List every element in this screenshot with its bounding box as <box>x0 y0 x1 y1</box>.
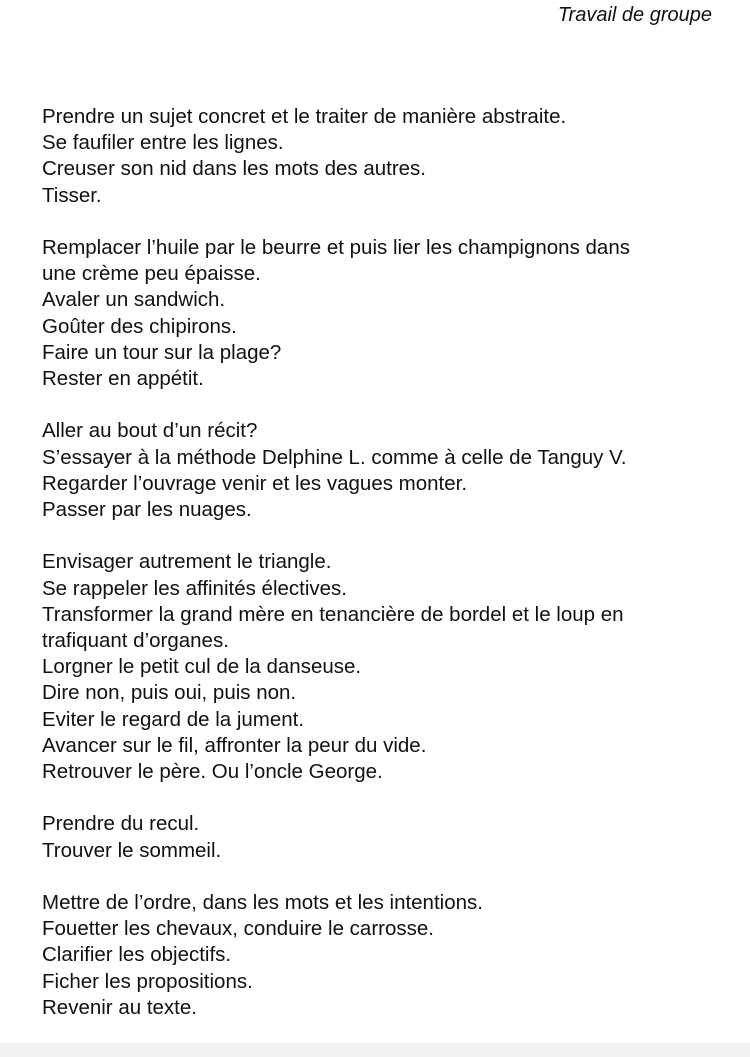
text-line: Prendre un sujet concret et le traiter de manière abstraite. <box>42 105 567 128</box>
text-line: Creuser son nid dans les mots des autres. <box>42 157 426 181</box>
text-line: Ficher les propositions. <box>42 969 253 993</box>
stanza <box>42 811 732 863</box>
text-line: Aller au bout d’un récit? <box>42 419 258 443</box>
text-line: S’essayer à la méthode Delphine L. comme à celle de Tanguy V. <box>42 445 627 469</box>
stanza <box>42 418 732 523</box>
text-line: Transformer la grand mère en tenancière de bordel et le loup en <box>42 602 624 626</box>
stanza <box>42 549 732 785</box>
text-line: Passer par les nuages. <box>42 498 252 522</box>
text-line: Regarder l’ouvrage venir et les vagues monter. <box>42 471 468 495</box>
text-line: Goûter des chipirons. <box>42 314 237 338</box>
text-line: Eviter le regard de la jument. <box>42 707 305 731</box>
stanza <box>42 890 732 1021</box>
text-line: Prendre du recul. <box>42 812 200 836</box>
text-line: Envisager autrement le triangle. <box>42 550 332 574</box>
text-line: Avaler un sandwich. <box>42 288 226 312</box>
stanza <box>42 235 732 392</box>
text-line: Clarifier les objectifs. <box>42 943 232 967</box>
text-line: Revenir au texte. <box>42 995 197 1019</box>
stanza <box>42 104 732 209</box>
text-line: une crème peu épaisse. <box>42 262 261 286</box>
text-line: Retrouver le père. Ou l’oncle George. <box>42 760 383 784</box>
page-bottom-edge <box>0 1043 750 1057</box>
text-line: Remplacer l’huile par le beurre et puis lier les champignons dans <box>42 236 630 259</box>
text-line: Lorgner le petit cul de la danseuse. <box>42 655 362 679</box>
document-body <box>42 104 732 1047</box>
text-line: Dire non, puis oui, puis non. <box>42 681 297 705</box>
text-line: Avancer sur le fil, affronter la peur du vide. <box>42 733 427 757</box>
text-line: Tisser. <box>42 183 102 207</box>
text-line: Mettre de l’ordre, dans les mots et les intentions. <box>42 891 483 915</box>
page-header-title: Travail de groupe <box>557 4 712 26</box>
text-line: Trouver le sommeil. <box>42 838 222 862</box>
text-line: Se faufiler entre les lignes. <box>42 131 284 155</box>
text-line: Fouetter les chevaux, conduire le carrosse. <box>42 917 434 941</box>
text-line: trafiquant d’organes. <box>42 629 229 653</box>
text-line: Se rappeler les affinités électives. <box>42 576 348 600</box>
text-line: Faire un tour sur la plage? <box>42 340 282 364</box>
text-line: Rester en appétit. <box>42 367 204 391</box>
